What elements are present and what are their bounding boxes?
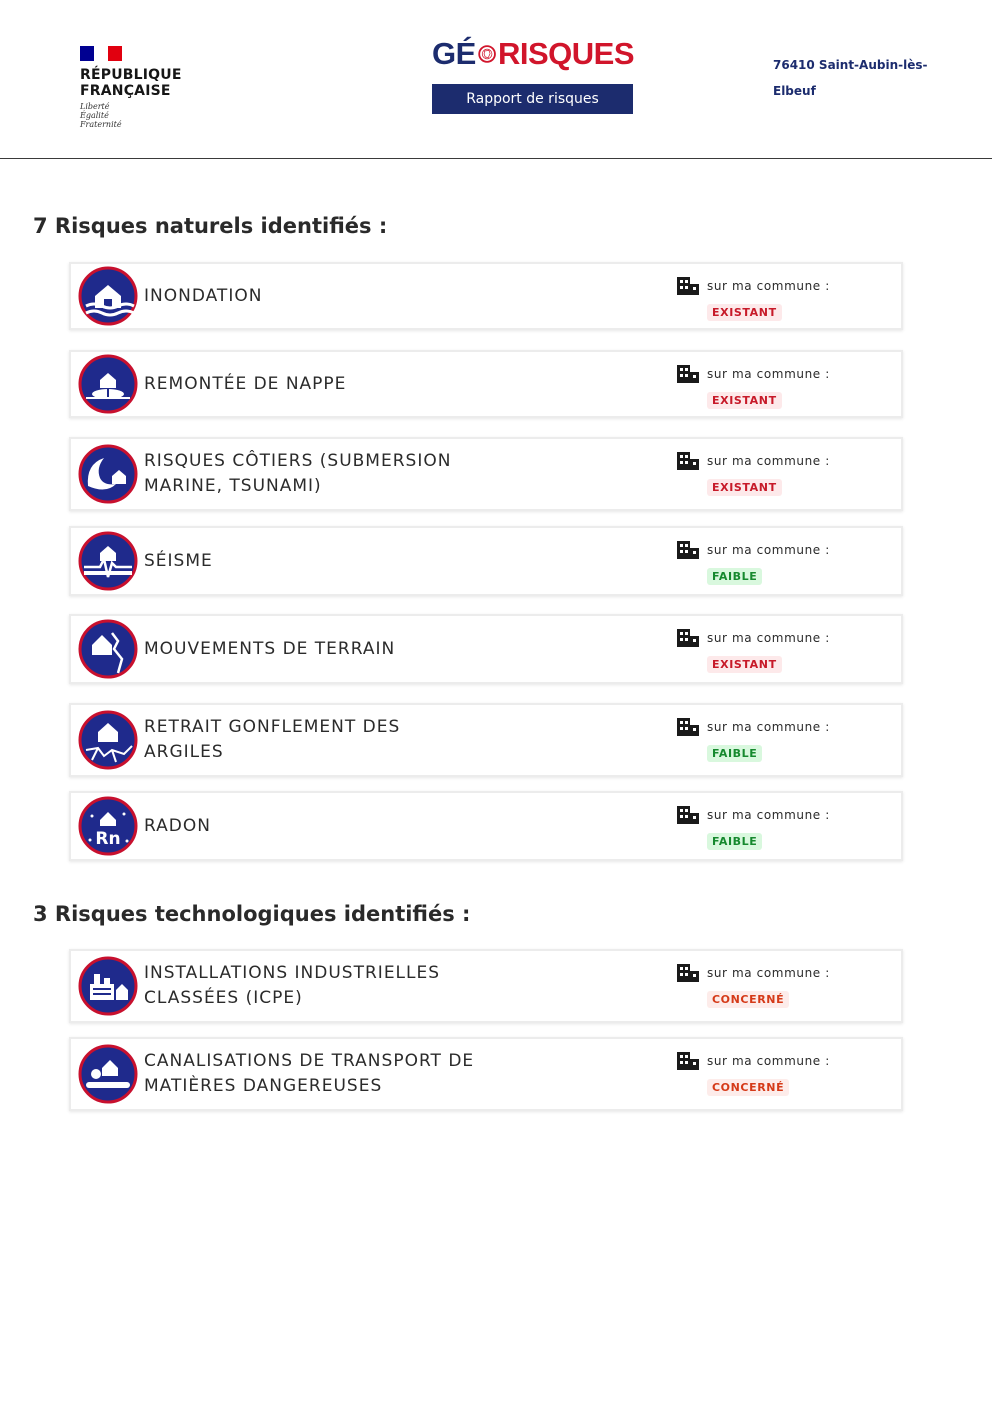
risk-card[interactable] — [69, 262, 903, 330]
republique-francaise-name — [80, 67, 200, 99]
risk-card[interactable] — [69, 1037, 903, 1111]
coastal-wave-icon — [78, 444, 138, 504]
building-icon — [676, 1051, 700, 1071]
risk-name: RADON — [144, 816, 211, 836]
risk-card[interactable] — [69, 526, 903, 596]
commune-label: sur ma commune : — [707, 966, 830, 980]
commune-label: sur ma commune : — [707, 808, 830, 822]
building-icon — [676, 963, 700, 983]
rf-motto — [80, 102, 200, 129]
status-badge: FAIBLE — [707, 745, 762, 762]
risk-name: INSTALLATIONS INDUSTRIELLES CLASSÉES (ICPE) — [144, 963, 441, 1008]
french-flag-icon — [80, 46, 122, 61]
building-icon — [676, 717, 700, 737]
clay-shrink-icon — [78, 710, 138, 770]
risk-name: MOUVEMENTS DE TERRAIN — [144, 639, 396, 659]
commune-label: sur ma commune : — [707, 454, 830, 468]
risk-card[interactable] — [69, 350, 903, 418]
status-badge: EXISTANT — [707, 656, 782, 673]
rf-line-2: FRANÇAISE — [80, 83, 171, 99]
risk-name: CANALISATIONS DE TRANSPORT DE MATIÈRES DANGEREUSES — [144, 1051, 475, 1096]
status-badge: EXISTANT — [707, 479, 782, 496]
commune-label: sur ma commune : — [707, 367, 830, 381]
commune-label: sur ma commune : — [707, 1054, 830, 1068]
tech-risks-title: 3 Risques technologiques identifiés : — [33, 902, 471, 926]
status-badge: CONCERNÉ — [707, 991, 789, 1008]
status-badge: CONCERNÉ — [707, 1079, 789, 1096]
motto-egalite: Égalité — [80, 111, 109, 120]
landslide-icon — [78, 619, 138, 679]
georisques-logo — [432, 36, 634, 72]
georisques-brand — [432, 36, 634, 114]
factory-icon — [78, 956, 138, 1016]
flood-icon — [78, 266, 138, 326]
risk-name: RISQUES CÔTIERS (SUBMERSION MARINE, TSUNAMI) — [144, 451, 452, 496]
risk-name: SÉISME — [144, 551, 213, 571]
brand-risques-text: RISQUES — [497, 36, 634, 71]
building-icon — [676, 805, 700, 825]
status-badge: FAIBLE — [707, 568, 762, 585]
building-icon — [676, 364, 700, 384]
risk-name: INONDATION — [144, 286, 263, 306]
status-badge: EXISTANT — [707, 392, 782, 409]
republique-francaise-logo — [80, 46, 200, 129]
address-line-2: Elbeuf — [773, 84, 816, 98]
natural-risks-title: 7 Risques naturels identifiés : — [33, 214, 388, 238]
brand-geo-text: GÉ — [432, 36, 476, 71]
pipeline-icon — [78, 1044, 138, 1104]
risk-card[interactable] — [69, 437, 903, 511]
address-line-1: 76410 Saint-Aubin-lès- — [773, 58, 928, 72]
risk-card[interactable] — [69, 703, 903, 777]
motto-fraternite: Fraternité — [80, 120, 122, 129]
rf-line-1: RÉPUBLIQUE — [80, 67, 182, 83]
status-badge: EXISTANT — [707, 304, 782, 321]
report-button[interactable]: Rapport de risques — [432, 84, 633, 114]
building-icon — [676, 451, 700, 471]
motto-liberte: Liberté — [80, 102, 110, 111]
status-badge: FAIBLE — [707, 833, 762, 850]
georisques-emblem-icon — [478, 39, 496, 69]
radon-icon — [78, 796, 138, 856]
building-icon — [676, 276, 700, 296]
risk-name: REMONTÉE DE NAPPE — [144, 374, 347, 394]
commune-label: sur ma commune : — [707, 543, 830, 557]
risk-card[interactable] — [69, 614, 903, 684]
commune-label: sur ma commune : — [707, 279, 830, 293]
commune-label: sur ma commune : — [707, 720, 830, 734]
groundwater-icon — [78, 354, 138, 414]
svg-text:Rn: Rn — [95, 829, 121, 849]
risk-card[interactable] — [69, 949, 903, 1023]
address — [773, 52, 943, 104]
building-icon — [676, 628, 700, 648]
risk-card[interactable] — [69, 791, 903, 861]
building-icon — [676, 540, 700, 560]
risk-name: RETRAIT GONFLEMENT DES ARGILES — [144, 717, 401, 762]
earthquake-icon — [78, 531, 138, 591]
commune-label: sur ma commune : — [707, 631, 830, 645]
page-header — [0, 0, 992, 159]
